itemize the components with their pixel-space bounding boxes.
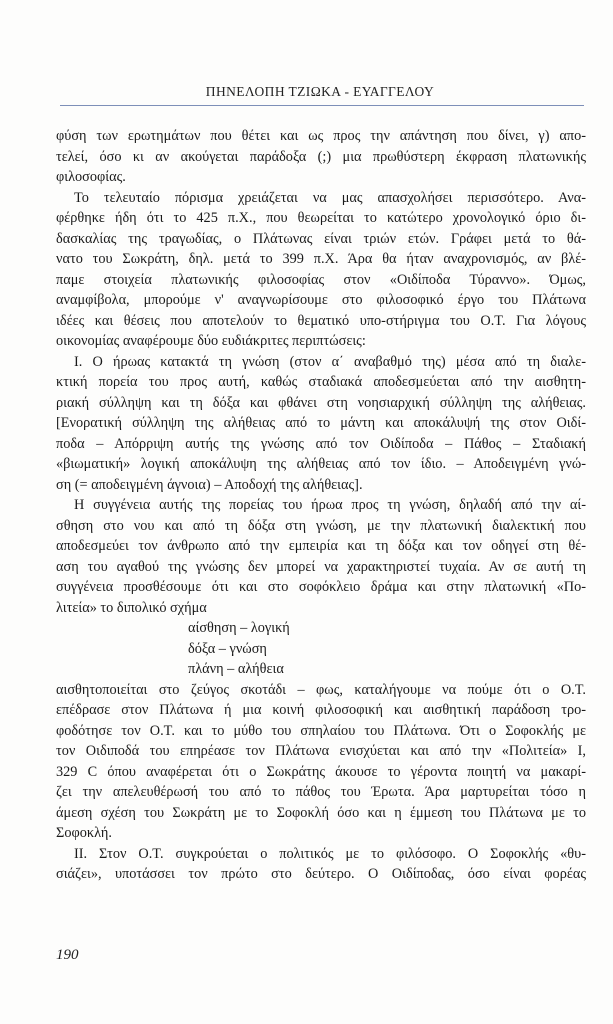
text-line: τελεί, όσο κι αν ακούγεται παράδοξα (;) μια πρωθύστερη έκφραση πλατωνικής [56,148,586,165]
text-line: σθηση στο νου και από τη δόξα στη γνώση, με την πλατωνική διαλεκτική που [56,517,586,534]
text-line: φέρθηκε ήδη ότι το 425 π.Χ., που θεωρείται το κατώτερο χρονολογικό όριο δι- [56,210,586,226]
text-line: Ι. Ο ήρωας κατακτά τη γνώση (στον α΄ αναβαθμό της) μέσα από τη διαλε- [74,353,586,370]
text-line: σιάζει», υποτάσσει τον πρώτο στο δεύτερο. Ο Οιδίποδας, όσο είναι φορέας [56,866,586,882]
text-line: ποδα – Απόρριψη αυτής της γνώσης από τον Οιδίποδα – Πάθος – Σταδιακή [56,435,586,452]
text-line: Σοφοκλή. [56,825,112,841]
text-line: ζει την απελευθέρωσή του από το πάθος του Έρωτα. Άρα μαρτυρείται τόσο η [56,784,586,800]
text-line: αισθητοποιείται στο ζεύγος σκοτάδι – φως, καταλήγουμε να πούμε ότι ο Ο.Τ. [56,681,586,698]
body-text [56,126,586,885]
text-line: ση (= αποδειγμένη άγνοια) – Αποδοχή της αλήθειας]. [56,476,363,493]
text-line: φοδότησε τον Ο.Τ. και το μύθο του σπηλαίου του Πλάτωνα. Ότι ο Σοφοκλής με [56,722,586,739]
text-line: τον Οιδιποδά του επηρέασε τον Πλάτωνα ενισχύεται και από την «Πολιτεία» Ι, [56,743,586,759]
text-line: επέδρασε στον Πλάτωνα ή μια κοινή φιλοσοφική και αισθητική παράδοση τρο- [56,702,586,718]
text-line: ΙΙ. Στον Ο.Τ. συγκρούεται ο πολιτικός με το φιλόσοφο. Ο Σοφοκλής «θυ- [74,845,586,862]
text-line: Η συγγένεια αυτής της πορείας του ήρωα προς τη γνώση, δηλαδή από την αί- [74,497,586,513]
text-line: δασκαλίας της τραγωδίας, ο Πλάτωνας είναι τριών ετών. Γράφει μετά το θά- [56,230,586,247]
text-line: [Ενορατική σύλληψη της αλήθειας από το μάντη και αποκάλυψή της στον Οιδί- [56,415,586,431]
scheme-line: αίσθηση – λογική [188,620,290,636]
text-line: Το τελευταίο πόρισμα χρειάζεται να μας απασχολήσει περισσότερο. Ανα- [74,189,586,206]
text-line: παμε στοιχεία πλατωνικής φιλοσοφίας στον «Οιδίποδα Τύραννο». Όμως, [56,271,586,288]
scheme-line: πλάνη – αλήθεια [188,661,284,677]
text-line: φύση των ερωτημάτων που θέτει και ως προς την απάντηση που δίνει, γ) απο- [56,128,586,144]
header-rule [60,105,584,106]
text-line: λιτεία» το διπολικό σχήμα [56,599,207,616]
text-line: νατο του Σωκράτη, δηλ. μετά το 399 π.Χ. Άρα θα ήταν αναχρονισμός, αν βλέ- [56,251,586,267]
scheme-line: δόξα – γνώση [188,640,267,657]
page-number: 190 [56,947,79,963]
text-line: «βιωματική» λογική αποκάλυψη της αλήθειας από τον ίδιο. – Αποδειγμένη γνώ- [56,456,586,472]
text-line: 329 C όπου αναφέρεται ότι ο Σωκράτης άκουσε το γέροντα ποιητή να μακαρί- [56,763,586,780]
text-line: άμεση σχέση του Σωκράτη με το Σοφοκλή όσο και η έμμεση του Πλάτωνα με το [56,804,586,821]
text-line: αση του αγαθού της γνώσης δεν μπορεί να χαρακτηριστεί τυχαία. Αν σε αυτή τη [56,558,586,575]
text-line: οικονομίας αναφέρουμε δύο ευδιάκριτες περιπτώσεις: [56,333,366,349]
text-line: αποδεσμεύει τον άνθρωπο από την εμπειρία και τη δόξα και τον οδηγεί στη θέ- [56,538,586,554]
running-head-title: ΠΗΝΕΛΟΠΗ ΤΖΙΩΚΑ - ΕΥΑΓΓΕΛΟΥ [205,84,435,99]
text-line: κτική πορεία του προς αυτή, καθώς σταδιακά αποδεσμεύεται από την αισθητη- [56,374,586,390]
text-line: συγγένεια προσθέσουμε ότι και στο σοφόκλειο δράμα και στην πλατωνική «Πο- [56,579,586,595]
text-line: ριακή σύλληψη και τη δόξα και φθάνει στη νοησιαρχική σύλληψη της αλήθειας. [56,394,586,411]
text-line: ιδέες και θέσεις που αποτελούν το θεματικό υπο-στήριγμα του Ο.Τ. Για λόγους [56,312,586,329]
text-line: φιλοσοφίας. [56,169,126,185]
text-line: αναμφίβολα, μπορούμε ν' αναγνωρίσουμε στο φιλοσοφικό έργο του Πλάτωνα [56,292,586,308]
